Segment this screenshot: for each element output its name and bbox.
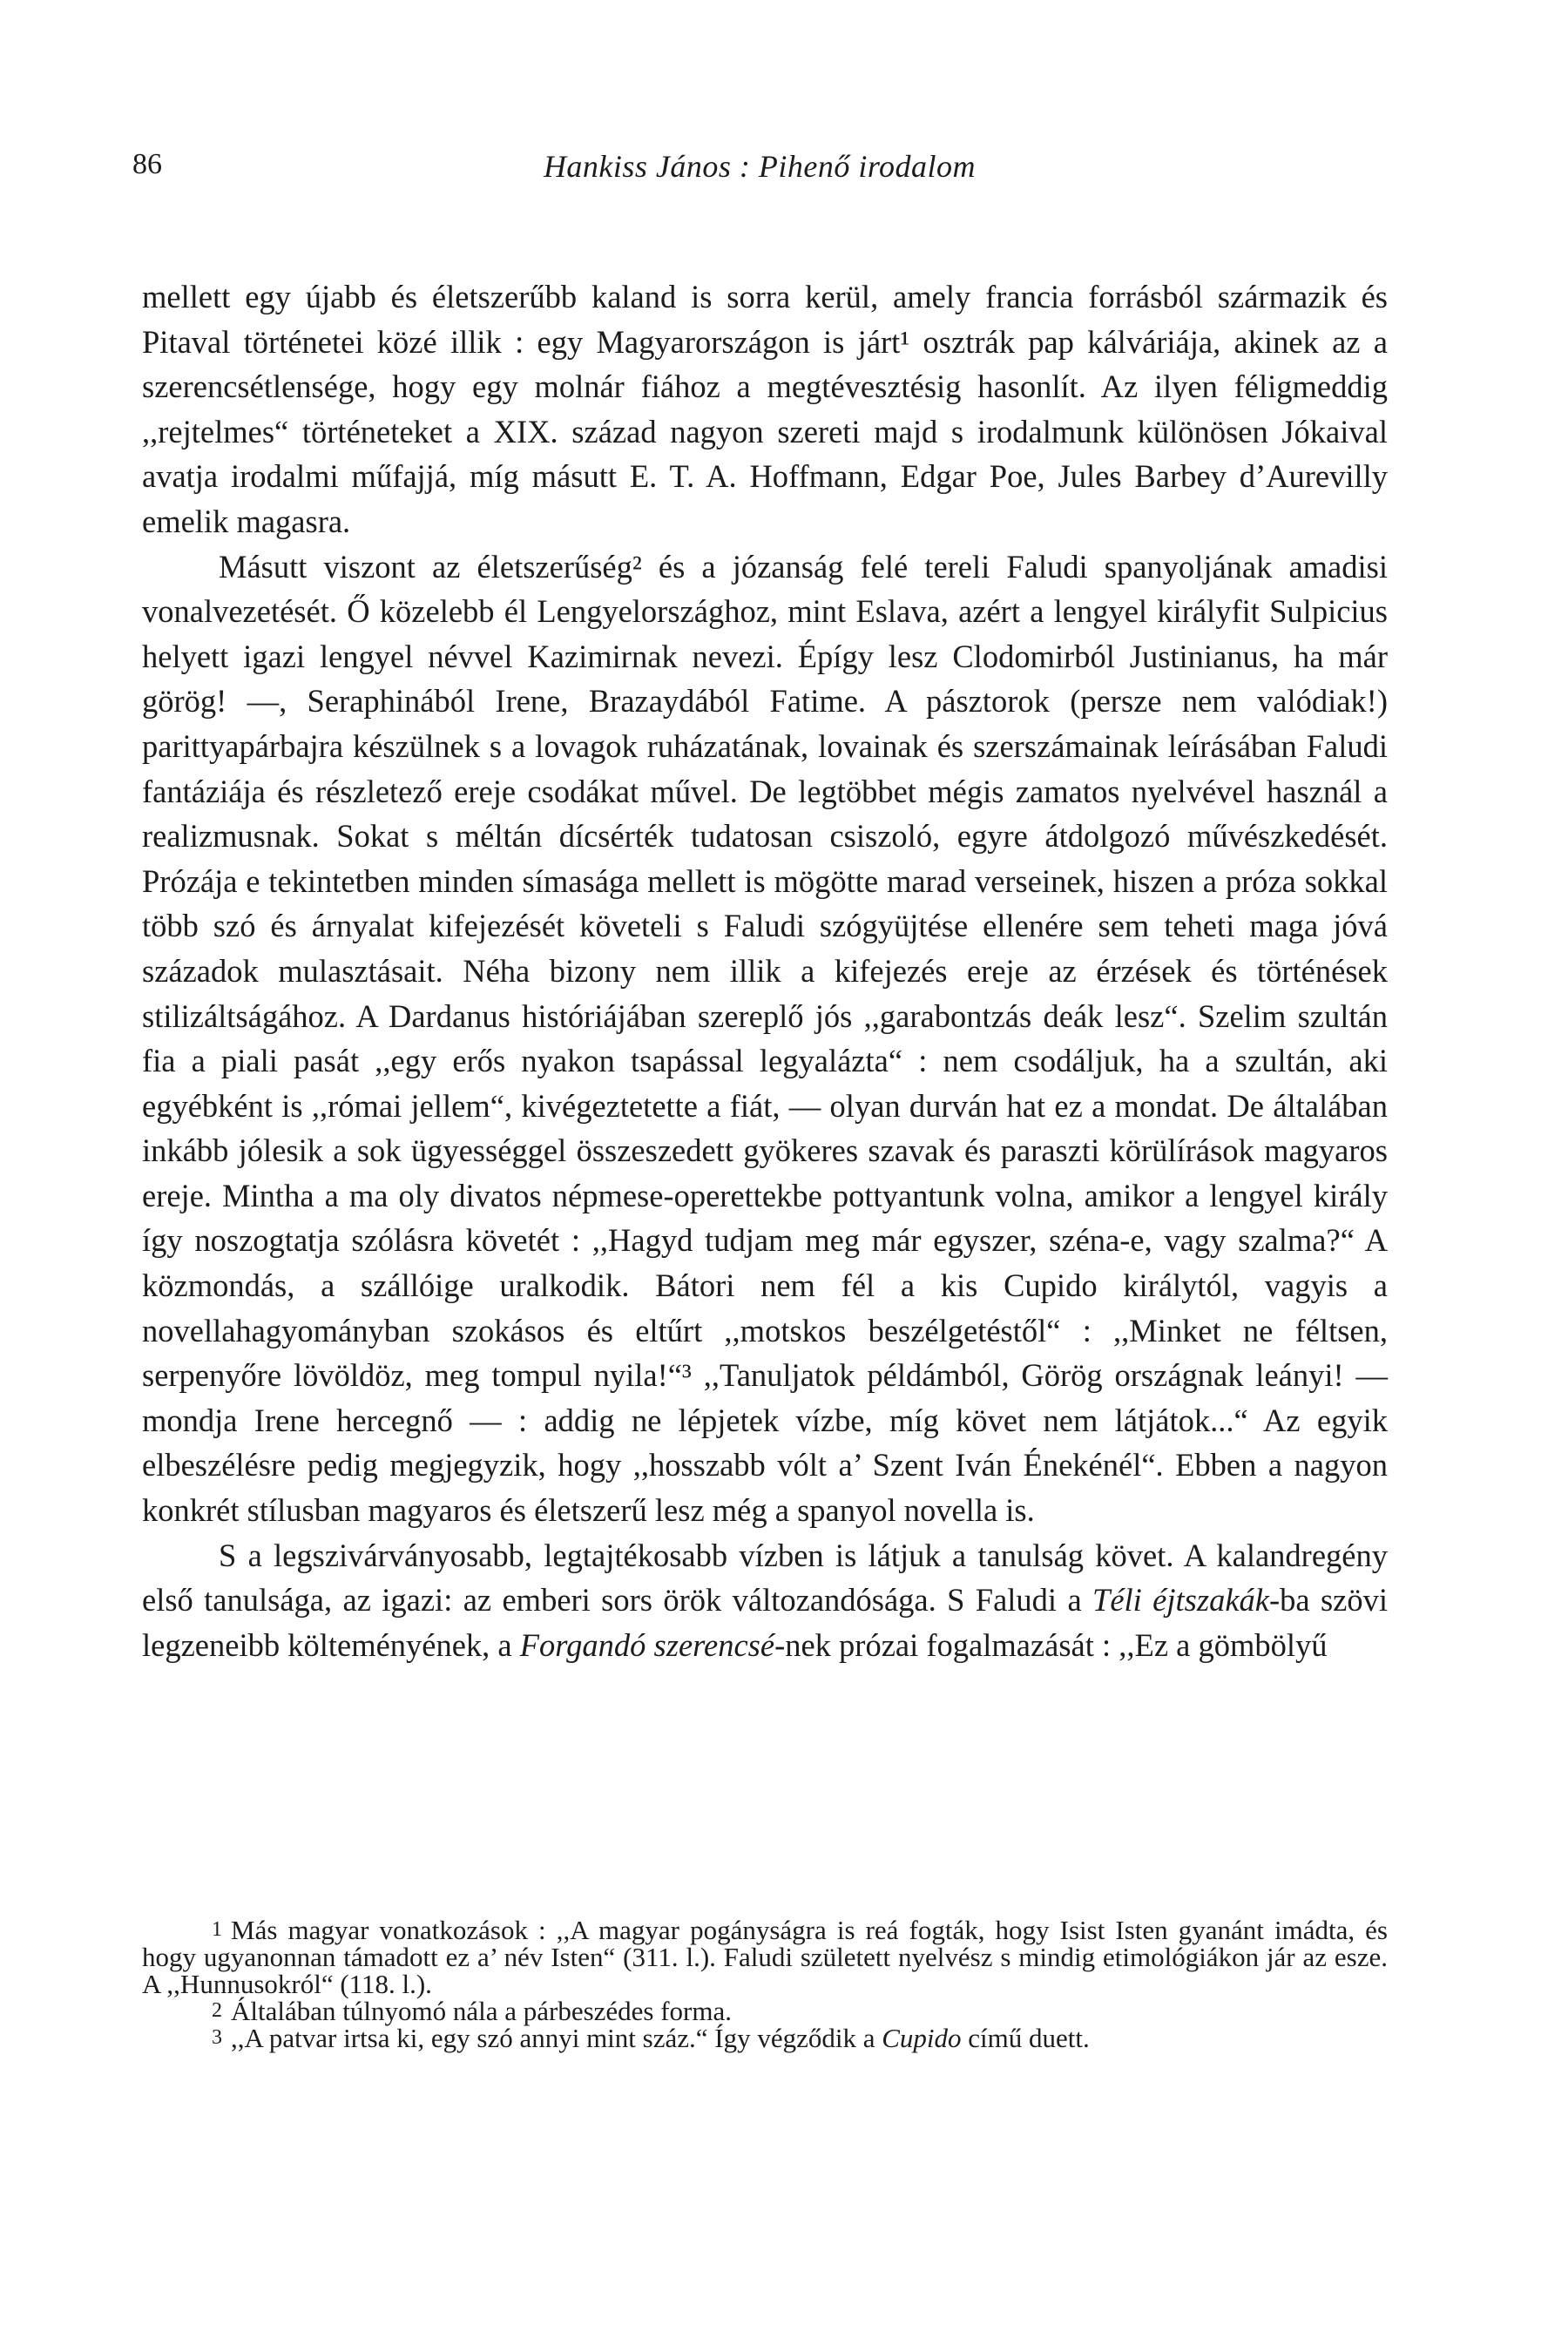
footnote-text: című duett. [961, 2023, 1090, 2053]
footnote [142, 2024, 1388, 2051]
page-header [132, 148, 1387, 200]
page-number: 86 [132, 148, 162, 180]
paragraph-text: -nek prózai fogalmazását : ,,Ez a gömbölyű [774, 1626, 1328, 1663]
italic-title: Téli éjtszakák [1092, 1582, 1269, 1619]
paragraph [142, 1533, 1388, 1668]
footnote-italic-title: Cupido [882, 2023, 962, 2053]
paragraph: Másutt viszont az életszerűség² és a józanság felé tereli Faludi spanyoljának amadisi vonalvezetését. Ő közelebb él Lengyelországhoz, mint Eslava, azért a lengyel királyfit Sulpicius helyett igazi lengyel névvel Kazimirnak nevezi. Épígy lesz Clodomirból Justinianus, ha már görög! —, Seraphinából Irene, Brazaydából Fatime. A pásztorok (persze nem valódiak!) parittyapárbajra készülnek s a lovagok ruházatának, lovainak és szerszámainak leírásában Faludi fantáziája és részletező ereje csodákat művel. De legtöbbet mégis zamatos nyelvével használ a realizmusnak. Sokat s méltán dícsérték tudatosan csiszoló, egyre átdolgozó művészkedését. Prózája e tekintetben minden símasága mellett is mögötte marad verseinek, hiszen a próza sokkal több szó és árnyalat kifejezését követeli s Faludi szógyüjtése ellenére sem teheti maga jóvá századok mulasztásait. Néha bizony nem illik a kifejezés ereje az érzések és történések stilizáltságához. A Dardanus históriájában szereplő jós ,,garabontzás deák lesz“. Szelim szultán fia a piali pasát ,,egy erős nyakon tsapással legyalázta“ : nem csodáljuk, ha a szultán, aki egyébként is ,,római jellem“, kivégeztetette a fiát, — olyan durván hat ez a mondat. De általában inkább jólesik a sok ügyességgel összeszedett gyökeres szavak és paraszti körülírások magyaros ereje. Mintha a ma oly divatos népmese-operettekbe pottyantunk volna, amikor a lengyel király így noszogtatja szólásra követét : ,,Hagyd tudjam meg már egyszer, széna-e, vagy szalma?“ A közmondás, a szállóige uralkodik. Bátori nem fél a kis Cupido királytól, vagyis a novellahagyományban szokásos és eltűrt ,,motskos beszélgetéstől“ : ,,Minket ne féltsen, serpenyőre lövöldöz, meg tompul nyila!“³ ,,Tanuljatok példámból, Görög országnak leányi! — mondja Irene hercegnő — : addig ne lépjetek vízbe, míg követ nem látjátok...“ Az egyik elbeszélésre pedig megjegyzik, hogy ,,hosszabb vólt a’ Szent Iván Énekénél“. Ebben a nagyon konkrét stílusban magyaros és életszerű lesz még a spanyol novella is. [142, 548, 1388, 1529]
footnote [142, 1997, 1388, 2024]
footnote-mark: 1 [212, 1918, 222, 1941]
footnote-mark: 2 [212, 1999, 222, 2022]
paragraph: mellett egy újabb és életszerűbb kaland is sorra kerül, amely francia forrásból származik és Pitaval történetei közé illik : egy Magyarországon is járt¹ osztrák pap kálváriája, akinek az a szerencsétlensége, hogy egy molnár fiához a megtévesztésig hasonlít. Az ilyen féligmeddig ,,rejtelmes“ történeteket a XIX. század nagyon szereti majd s irodalmunk különösen Jókaival avatja irodalmi műfajjá, míg másutt E. T. A. Hoffmann, Edgar Poe, Jules Barbey d’Aurevilly emelik magasra. [142, 279, 1388, 539]
footnotes [142, 1916, 1388, 2051]
footnote-text: Általában túlnyomó nála a párbeszédes forma. [231, 1996, 732, 2026]
footnote-mark: 3 [212, 2026, 222, 2049]
paragraph-text: S a legszivárványosabb, legtajtékosabb vízben is látjuk a tanulság követ. A kalandregény első tanulsága, az igazi: az emberi sors örök változandósága. S Faludi a [142, 1537, 1388, 1619]
running-head: Hankiss János : Pihenő irodalom [543, 149, 977, 184]
italic-title: Forgandó szerencsé [519, 1626, 775, 1663]
body-text [142, 274, 1388, 1667]
footnote [142, 1916, 1388, 1997]
footnote-text: Más magyar vonatkozások : ,,A magyar pogányságra is reá fogták, hogy Isist Isten gyanánt imádta, és hogy ugyanonnan támadott ez a’ név Isten“ (311. l.). Faludi született nyelvész s mindig etimológiákon jár az esze. A ,,Hunnusokról“ (118. l.). [142, 1915, 1388, 1999]
footnote-text: ,,A patvar irtsa ki, egy szó annyi mint száz.“ Így végződik a [231, 2023, 882, 2053]
paragraph-text: -ba szövi legzeneibb költeményének, a [142, 1582, 1389, 1663]
